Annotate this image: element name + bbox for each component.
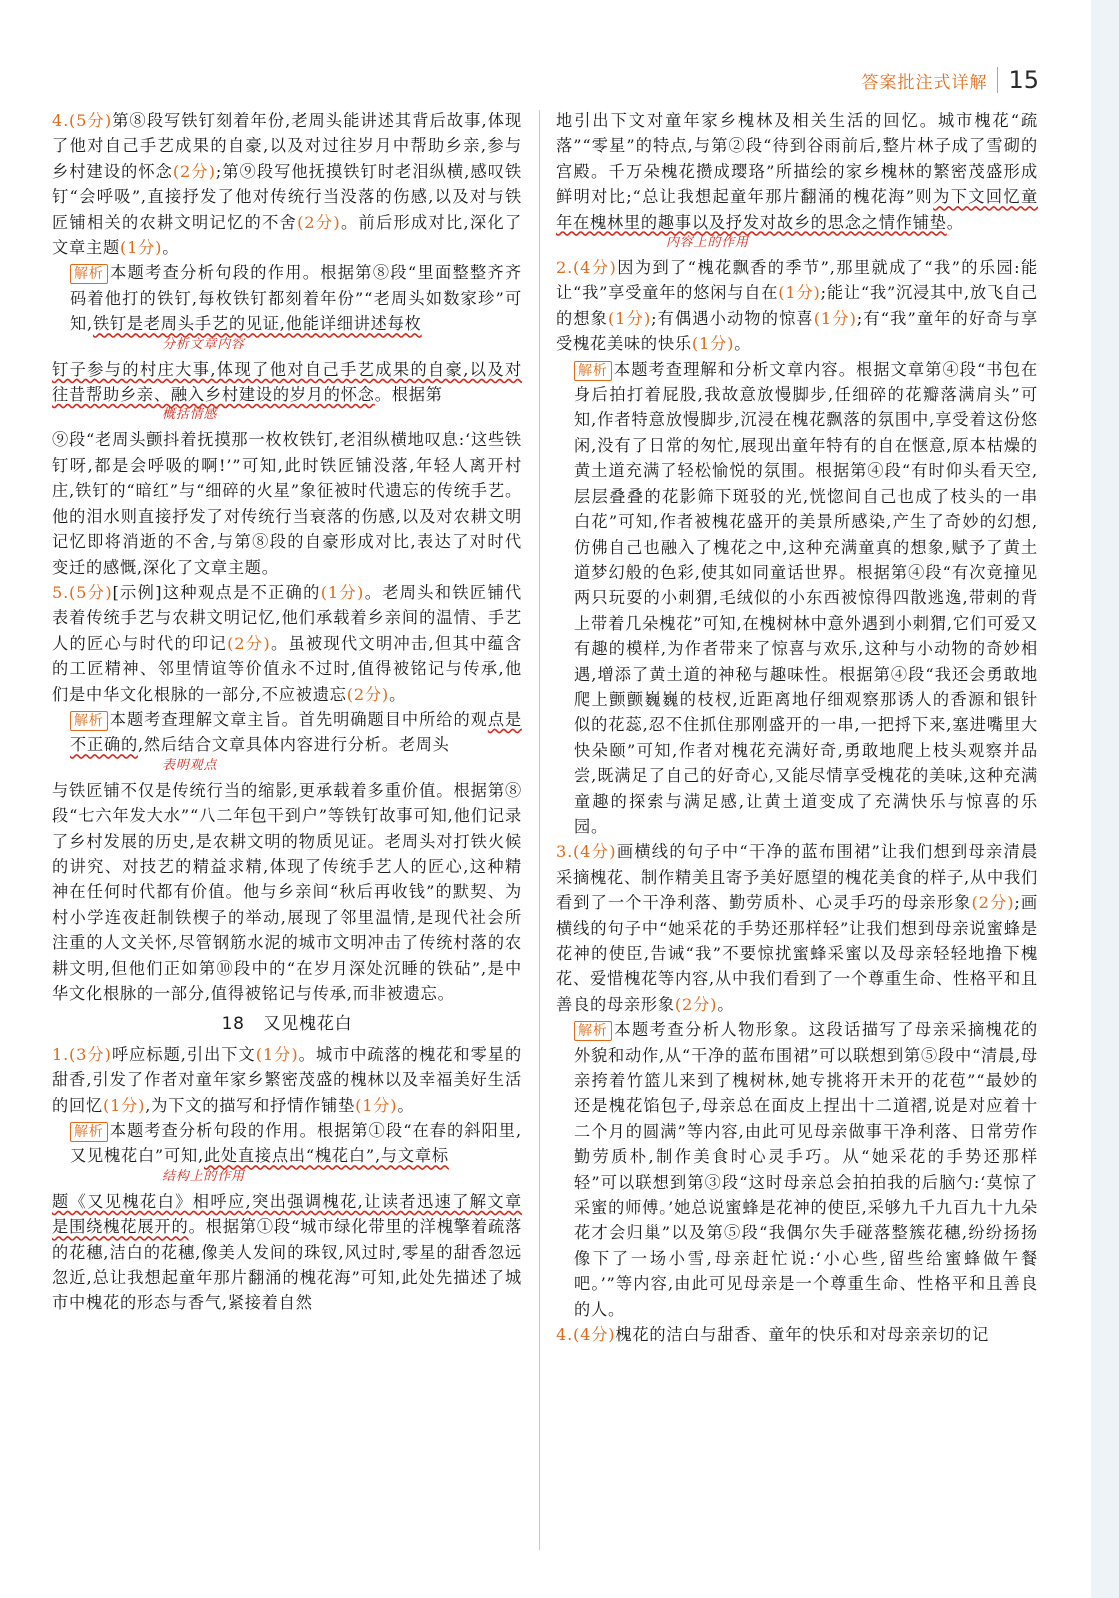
underlined-text: 铁钉是老周头手艺的见证,他能详细讲述每枚 [92, 314, 422, 334]
section-title [52, 1012, 522, 1037]
answer-text: 。老周头和铁匠铺代表着传统手艺与农耕文明记忆,他们承载着乡亲间的温情、手艺人的匠心与时代的印记 [52, 582, 522, 653]
analysis-text: 。 [946, 212, 964, 232]
analysis-label: 解析 [70, 1122, 108, 1142]
points: (5分) [69, 111, 112, 130]
answer-item [556, 1322, 1038, 1347]
points: (1分) [119, 238, 163, 258]
page-header [861, 60, 1039, 100]
analysis-text: 本题考查分析句段的作用。根据第⑧段“里面整整齐齐码着他打的铁钉,每枚铁钉都刻着年份”“老周头如数家珍”可知, [70, 263, 522, 334]
answer-text: 。前后形成对比,深化了文章主题 [52, 212, 522, 258]
analysis-text: 地引出下文对童年家乡槐林及相关生活的回忆。城市槐花“疏落”“零星”的特点,与第②段“待到谷雨前后,整片林子成了雪砌的宫殿。千万朵槐花攒成璎珞”所描绘的家乡槐林的繁密茂盛形成鲜明对比;“总让我想起童年那片翻涌的槐花海”则 [556, 111, 1038, 207]
answer-text: 。 [162, 238, 180, 258]
underlined-text: 点是不正确的 [70, 709, 522, 755]
answer-item [52, 1042, 522, 1316]
points: (4分) [573, 258, 617, 278]
answer-text: 因为到了“槐花飘香的季节”,那里就成了“我”的乐园:能让“我”享受童年的悠闲与自在 [556, 258, 1038, 303]
analysis-text: 本题考查分析人物形象。这段话描写了母亲采摘槐花的外貌和动作,从“干净的蓝布围裙”可以联想到第⑤段中“清晨,母亲挎着竹篮儿来到了槐树林,她专挑将开未开的花苞”“最妙的还是槐花馅包子,母亲总在面皮上捏出十二道褶,说是对应着十二个月的圆满”等内容,由此可见母亲做事干净利落、日常劳作勤劳质朴,制作美食时心灵手巧。从“她采花的手势还那样轻”可以联想到第③段“这时母亲总会拍拍我的后脑勺:‘莫惊了采蜜的师傅。’她总说蜜蜂是花神的使臣,采够九千九百九十九朵花才会归巢”以及第⑤段“我偶尔失手碰落整簇花穗,纷纷扬扬像下了一场小雪,母亲赶忙说:‘小心些,留些给蜜蜂做午餐吧。’”等内容,由此可见母亲是一个尊重生命、性格平和且善良的人。 [574, 1020, 1038, 1319]
points: (2分) [674, 994, 718, 1014]
answer-text: 第⑧段写铁钉刻着年份,老周头能讲述其背后故事,体现了他对自己手艺成果的自豪,以及对过往岁月中帮助乡亲,参与乡村建设的怀念 [52, 111, 522, 181]
right-column [556, 108, 1038, 1348]
answer-text: 呼应标题,引出下文 [111, 1044, 256, 1064]
analysis-label: 解析 [70, 264, 108, 284]
analysis-label: 解析 [574, 361, 612, 381]
analysis-text: ⑨段“老周头颤抖着抚摸那一枚枚铁钉,老泪纵横地叹息:‘这些铁钉呀,都是会呼吸的啊!’”可知,此时铁匠铺没落,年轻人离开村庄,铁钉的“暗红”与“细碎的火星”象征被时代遗忘的传统手艺。他的泪水则直接抒发了对传统行当衰落的伤感,以及对农耕文明记忆即将消逝的不舍,与第⑧段的自豪形成对比,表达了对时代变迁的感慨,深化了文章主题。 [52, 430, 522, 577]
points: (1分) [778, 283, 821, 303]
points: (1分) [813, 308, 857, 328]
answer-text: 。 [734, 334, 752, 354]
answer-text: 。 [389, 684, 407, 704]
question-number: 4. [52, 111, 70, 130]
header-divider [997, 67, 998, 93]
points: (2分) [971, 893, 1015, 913]
points: (2分) [227, 633, 271, 653]
analysis-label: 解析 [574, 1021, 612, 1041]
points: (2分) [172, 161, 216, 181]
left-column [52, 108, 522, 1316]
margin-note: 表明观点 [162, 757, 218, 773]
analysis-text: 。根据第 [374, 385, 443, 405]
underlined-text: 为下文回忆童年在槐林里的趣事以及抒发对故乡的思念之情作铺垫 [556, 187, 1038, 232]
points: (4分) [573, 842, 617, 862]
page-number: 15 [1008, 66, 1039, 94]
analysis-label: 解析 [70, 711, 108, 731]
answer-text: ;有偶遇小动物的惊喜 [651, 308, 814, 328]
points: (1分) [355, 1095, 398, 1115]
answer-item [52, 580, 522, 1007]
analysis-text: 。根据第①段“城市绿化带里的洋槐擎着疏落的花穗,洁白的花穗,像美人发间的珠钗,风过时,零星的甜香忽远忽近,总让我想起童年那片翻涌的槐花海”可知,此处先描述了城市中槐花的形态与香气,紧接着自然 [52, 1217, 522, 1313]
analysis-text: 本题考查理解和分析文章内容。根据文章第④段“书包在身后拍打着屁股,我故意放慢脚步,任细碎的花瓣落满肩头”可知,作者特意放慢脚步,沉浸在槐花飘落的氛围中,享受着这份悠闲,没有了日常的匆忙,展现出童年特有的自在惬意,原本枯燥的黄土道充满了轻松愉悦的氛围。根据第④段“有时仰头看天空,层层叠叠的花影筛下斑驳的光,恍惚间自己也成了枝头的一串白花”可知,作者被槐花盛开的美景所感染,产生了奇妙的幻想,仿佛自己也融入了槐花之中,这种充满童真的想象,赋予了黄土道梦幻般的色彩,使其如同童话世界。根据第④段“有次竟撞见两只玩耍的小刺猬,毛绒似的小东西被惊得四散逃逸,带刺的背上带着几朵槐花”可知,在槐树林中意外遇到小刺猬,它们可爱又有趣的模样,为作者带来了惊喜与欢乐,这种与小动物的奇妙相遇,增添了黄土道的神秘与趣味性。根据第④段“我还会勇敢地爬上颤颤巍巍的枝杈,近距离地仔细观察那诱人的香源和银针似的花蕊,忍不住抓住那刚盛开的一串,一把捋下来,塞进嘴里大快朵颐”可知,作者对槐花充满好奇,勇敢地爬上枝头观察并品尝,既满足了自己的好奇心,又能尽情享受槐花的美味,这种充满童趣的探索与满足感,让黄土道变成了充满快乐与惊喜的乐园。 [574, 359, 1038, 836]
margin-note: 内容上的作用 [666, 235, 749, 251]
answer-text: [示例]这种观点是不正确的 [112, 582, 321, 602]
points: (1分) [320, 582, 365, 602]
analysis-text: 与铁匠铺不仅是传统行当的缩影,更承载着多重价值。根据第⑧段“七六年发大水”“八二年包干到户”等铁钉故事可知,他们记录了乡村发展的历史,是农耕文明的物质见证。老周头对打铁火候的讲究、对技艺的精益求精,体现了传统手艺人的匠心,这种精神在任何时代都有价值。他与乡亲间“秋后再收钱”的默契、为村小学连夜赶制铁楔子的举动,展现了邻里温情,是现代社会所注重的人文关怀,尽管钢筋水泥的城市文明冲击了传统村落的农耕文明,但他们正如第⑩段中的“在岁月深处沉睡的铁砧”,是中华文化根脉的一部分,值得被铭记与传承,而非被遗忘。 [52, 780, 522, 1003]
answer-text: 画横线的句子中“干净的蓝布围裙”让我们想到母亲清晨采摘槐花、制作精美且寄予美好愿望的槐花美食的样子,从中我们看到了一个干净利落、勤劳质朴、心灵手巧的母亲形象 [556, 842, 1038, 913]
points: (1分) [102, 1095, 146, 1115]
underlined-text: 题《又见槐花白》相呼应,突出强调槐花,让读者迅速了解文章是围绕槐花展开的 [52, 1191, 522, 1237]
points: (1分) [255, 1044, 299, 1064]
underlined-text: 钉子参与的村庄大事,体现了他对自己手艺成果的自豪,以及对往昔帮助乡亲、融入乡村建设的岁月的怀念 [52, 359, 522, 405]
answer-text: ;有“我”童年的好奇与享受槐花美味的快乐 [556, 308, 1038, 354]
answer-item [556, 255, 1038, 839]
column-divider [539, 110, 540, 1550]
question-number: 4. [556, 1325, 574, 1345]
points: (1分) [608, 308, 652, 328]
points: (5分) [69, 582, 113, 602]
question-number: 1. [52, 1044, 70, 1064]
header-title: 答案批注式详解 [861, 72, 988, 93]
answer-text: 。 [717, 994, 735, 1014]
answer-text: 槐花的洁白与甜香、童年的快乐和对母亲亲切的记 [615, 1325, 990, 1345]
answer-text: ;画横线的句子中“她采花的手势还那样轻”让我们想到母亲说蜜蜂是花神的使臣,告诫“我”不要惊扰蜜蜂采蜜以及母亲轻轻地撸下槐花、爱惜槐花等内容,从中我们看到了一个尊重生命、性格平和且善良的母亲形象 [556, 893, 1038, 1014]
underlined-text: 此处直接点出“槐花白”,与文章标 [203, 1146, 449, 1166]
question-number: 3. [556, 842, 574, 862]
analysis-text: ,然后结合文章具体内容进行分析。老周头 [137, 735, 450, 755]
answer-text: ;能让“我”沉浸其中,放飞自己的想象 [556, 283, 1039, 328]
page-edge [1091, 0, 1119, 1598]
analysis-text: 本题考查理解文章主旨。首先明确题目中所给的观 [109, 709, 488, 729]
points: (3分) [69, 1044, 112, 1064]
points: (1分) [691, 334, 735, 354]
margin-note: 分析文章内容 [162, 336, 245, 352]
answer-item [556, 839, 1038, 1322]
answer-item [52, 108, 522, 580]
answer-text: 。虽被现代文明冲击,但其中蕴含的工匠精神、邻里情谊等价值永不过时,值得被铭记与传承,他们是中华文化根脉的一部分,不应被遗忘 [52, 633, 522, 704]
points: (4分) [573, 1325, 616, 1345]
points: (2分) [297, 212, 341, 232]
section-name: 又见槐花白 [263, 1014, 353, 1035]
question-number: 2. [556, 258, 574, 278]
margin-note: 结构上的作用 [162, 1168, 245, 1184]
margin-note: 概括情感 [162, 407, 218, 423]
answer-text: 。 [397, 1095, 415, 1115]
answer-text: 。城市中疏落的槐花和零星的甜香,引发了作者对童年家乡繁密茂盛的槐林以及幸福美好生活的回忆 [52, 1044, 522, 1115]
points: (2分) [346, 684, 390, 704]
analysis-text: 本题考查分析句段的作用。根据第①段“在春的斜阳里,又见槐花白”可知, [70, 1121, 522, 1166]
section-number: 18 [221, 1014, 245, 1035]
question-number: 5. [52, 582, 70, 602]
answer-text: ;第⑨段写他抚摸铁钉时老泪纵横,感叹铁钉“会呼吸”,直接抒发了他对传统行当没落的伤感,以及对与铁匠铺相关的农耕文明记忆的不舍 [52, 161, 522, 232]
answer-text: ,为下文的描写和抒情作铺垫 [145, 1095, 356, 1115]
